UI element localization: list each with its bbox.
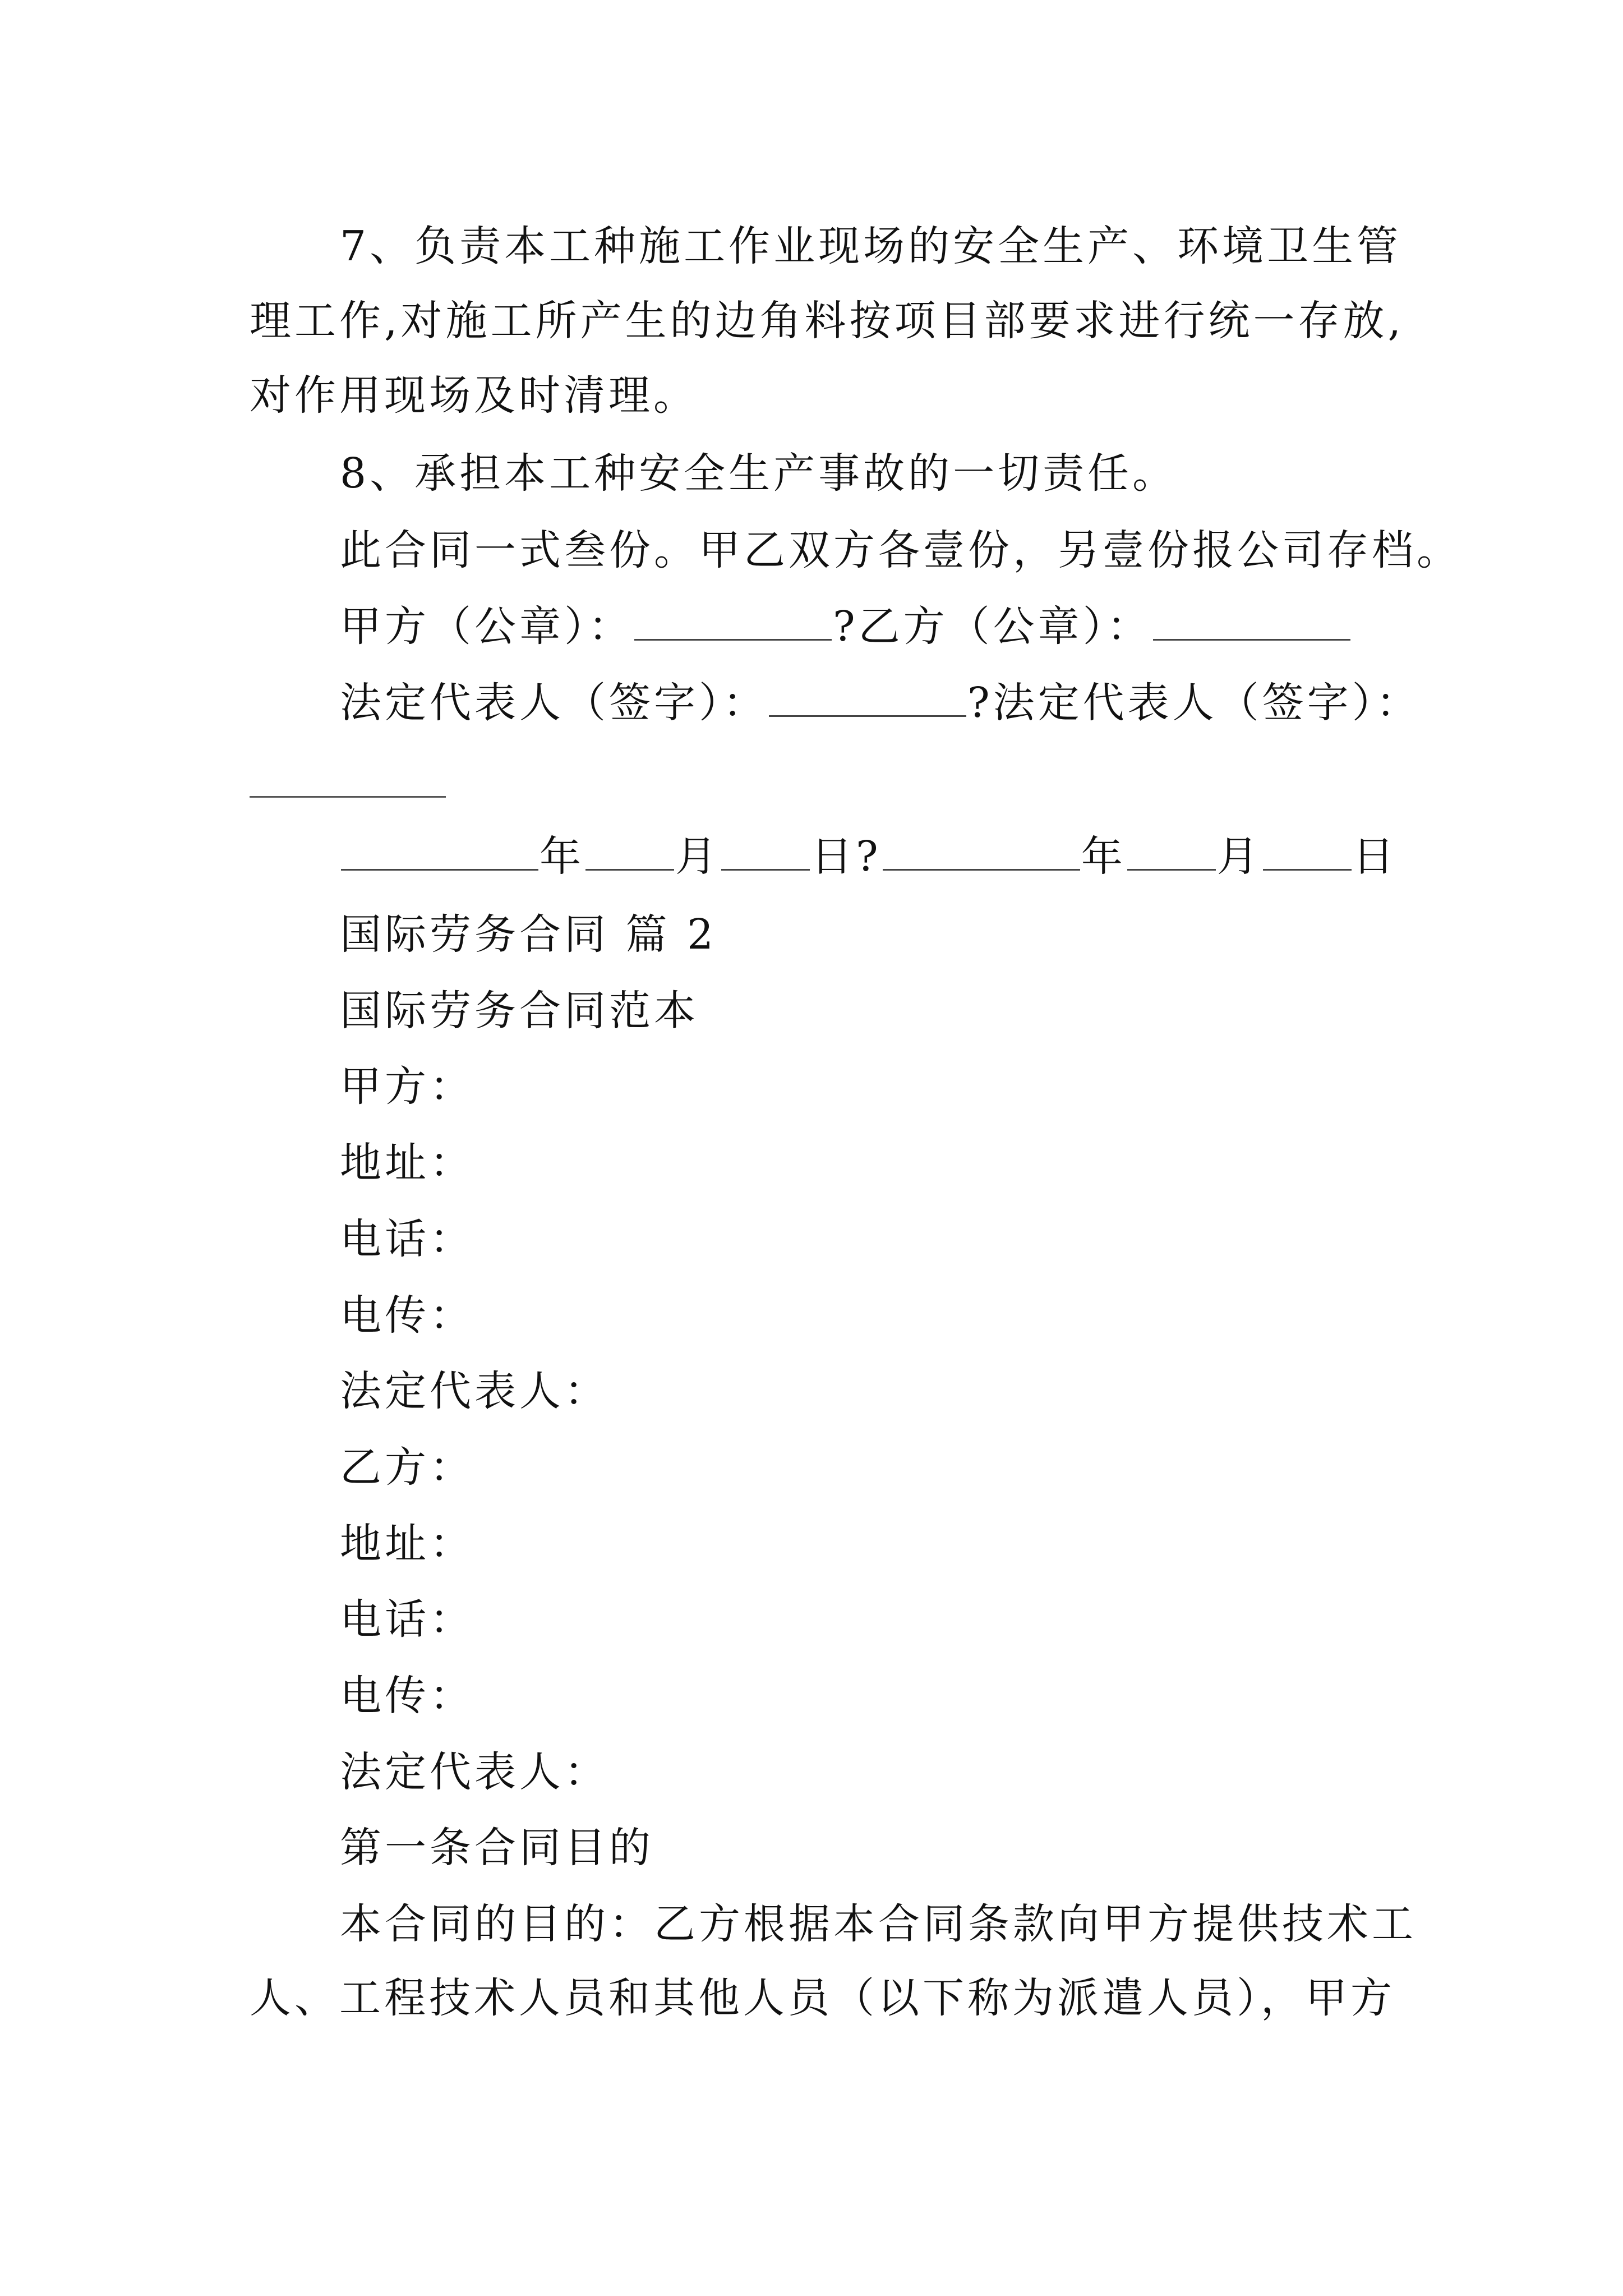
party-a-phone-label: 电话： [340, 1215, 474, 1263]
party-a-telex-label: 电传： [340, 1291, 474, 1340]
day-blank-b [1263, 868, 1352, 871]
section-title-article-2: 国际劳务合同 篇 2 [340, 910, 717, 959]
party-b-label: 乙方： [340, 1443, 474, 1492]
party-a-representative-blank [769, 715, 966, 717]
party-b-seal-label: ?乙方（公章）： [833, 602, 1152, 651]
date-line [340, 832, 1398, 881]
paragraph-item-8: 8、承担本工种安全生产事故的一切责任。 [340, 449, 1178, 498]
party-a-address-label: 地址： [340, 1139, 474, 1187]
party-b-representative-field: 法定代表人： [340, 1748, 609, 1796]
party-b-telex-label: 电传： [340, 1672, 474, 1720]
month-label-a: 月 [675, 832, 720, 881]
party-a-representative-label: 法定代表人（签字）： [340, 679, 768, 727]
signature-seal-line [340, 602, 1352, 651]
party-a-representative-field: 法定代表人： [340, 1367, 609, 1415]
day-label-b: 日 [1352, 832, 1398, 881]
paragraph-copies: 此合同一式叁份。甲乙双方各壹份，另壹份报公司存档。 [340, 526, 1461, 574]
article-1-body-line2: 人、工程技术人员和其他人员（以下称为派遣人员），甲方 [250, 1974, 1395, 2022]
party-b-seal-blank [1153, 638, 1350, 641]
year-blank-a [341, 868, 538, 871]
year-blank-b [883, 868, 1080, 871]
month-blank-a [585, 868, 674, 871]
month-blank-b [1127, 868, 1216, 871]
party-b-address-label: 地址： [340, 1520, 474, 1568]
article-1-body-line1: 本合同的目的：乙方根据本合同条款向甲方提供技术工 [340, 1900, 1417, 1948]
party-b-phone-label: 电话： [340, 1595, 474, 1644]
party-b-representative-blank [250, 795, 446, 798]
party-a-seal-label: 甲方（公章）： [340, 602, 633, 651]
signature-representative-line [340, 679, 1421, 727]
article-1-heading: 第一条合同目的 [340, 1824, 654, 1872]
paragraph-item-7-line3: 对作用现场及时清理。 [250, 371, 698, 420]
paragraph-item-7-line2: 理工作,对施工所产生的边角料按项目部要求进行统一存放, [250, 297, 1405, 345]
year-label-a: 年 [540, 832, 584, 881]
party-b-representative-label: ?法定代表人（签字）： [967, 679, 1421, 727]
day-label-a: 日? [811, 832, 882, 881]
paragraph-item-7-line1: 7、负责本工种施工作业现场的安全生产、环境卫生管 [340, 222, 1402, 270]
day-blank-a [721, 868, 810, 871]
year-label-b: 年 [1081, 832, 1126, 881]
party-a-seal-blank [634, 638, 832, 641]
party-a-label: 甲方： [340, 1062, 474, 1111]
month-label-b: 月 [1216, 832, 1262, 881]
contract-template-title: 国际劳务合同范本 [340, 987, 699, 1035]
